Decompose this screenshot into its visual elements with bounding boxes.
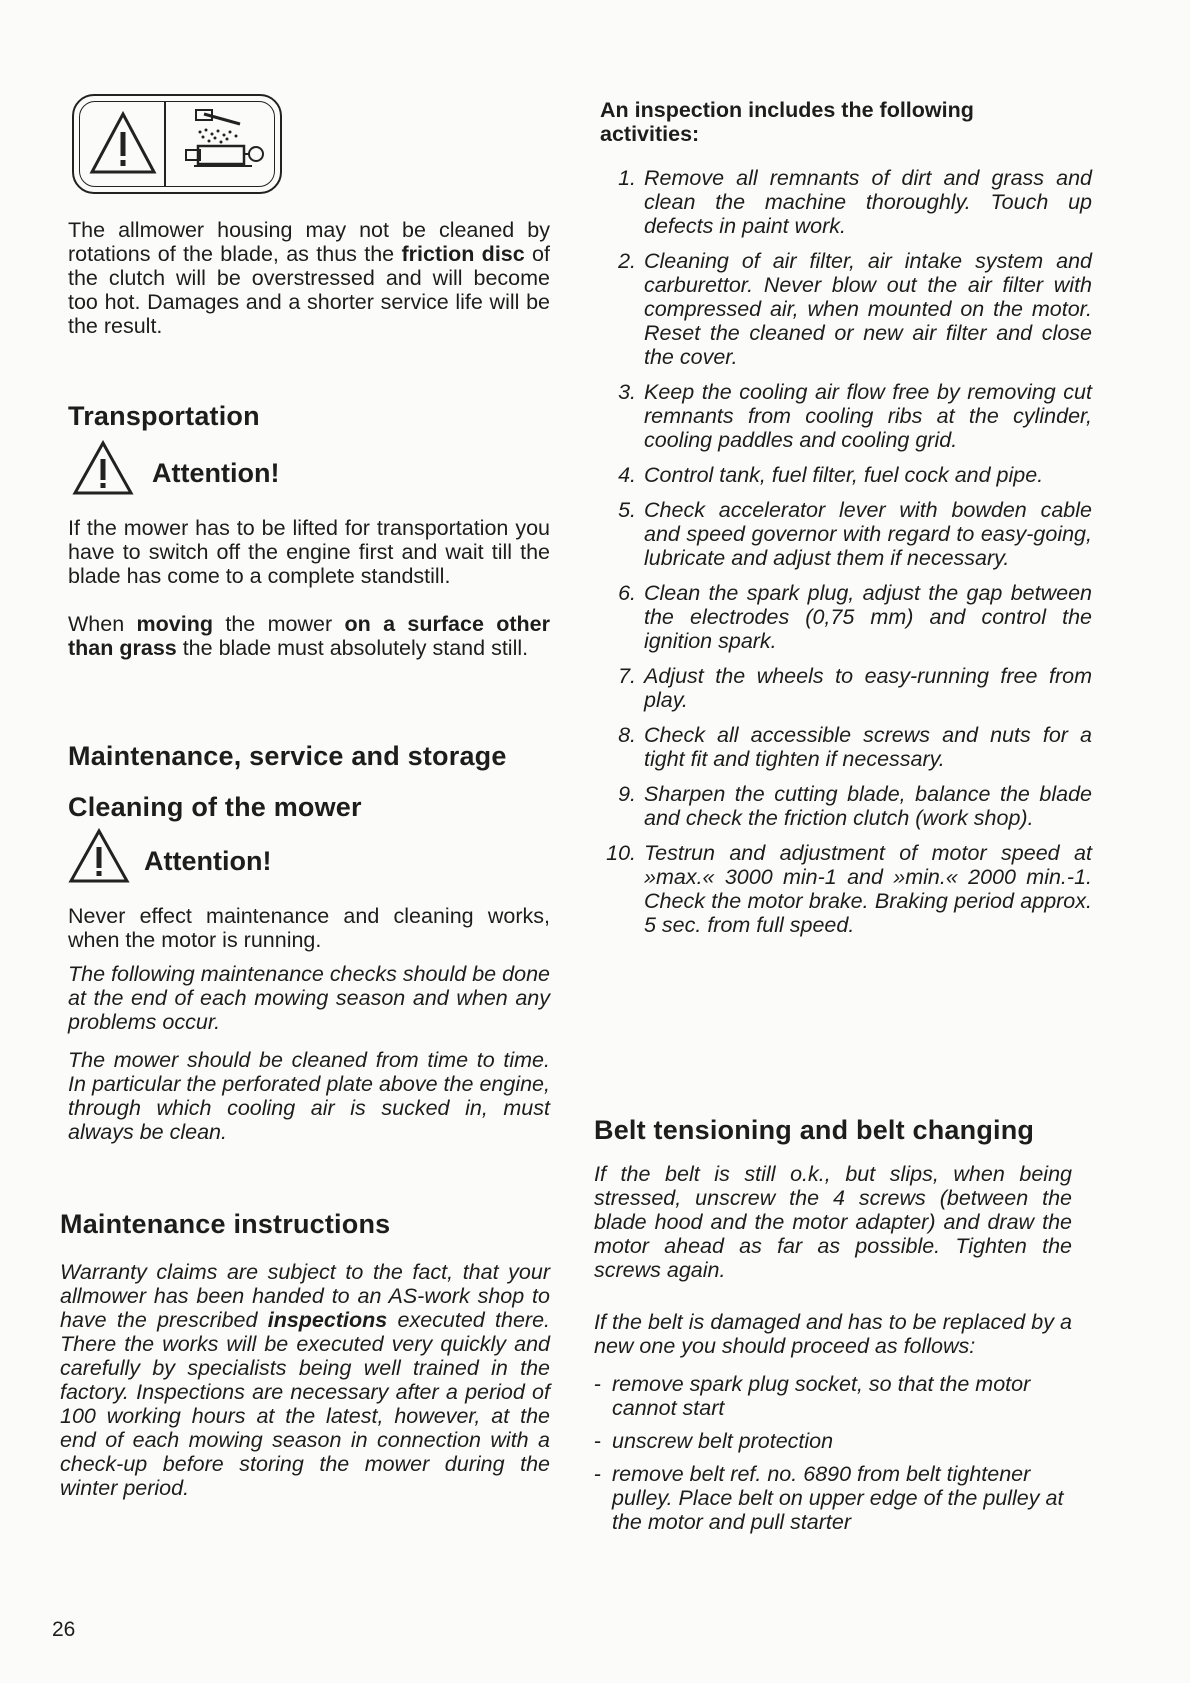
warning-triangle-icon [68, 828, 130, 884]
page-number: 26 [52, 1618, 76, 1641]
maintenance-heading: Maintenance, service and storage [68, 741, 507, 771]
item-text: Control tank, fuel filter, fuel cock and pipe. [644, 463, 1044, 487]
item-number: 3. [618, 380, 636, 404]
dash-bullet: - [594, 1462, 602, 1486]
belt-step [594, 1462, 1072, 1534]
belt-step-text: remove spark plug socket, so that the motor cannot start [612, 1372, 1031, 1420]
transport-heading: Transportation [68, 401, 260, 431]
attention-block-1 [72, 440, 372, 496]
attention-label: Attention! [152, 458, 280, 488]
item-text: Remove all remnants of dirt and grass and clean the machine thoroughly. Touch up defects in paint work. [644, 166, 1092, 238]
item-text: Adjust the wheels to easy-running free from play. [644, 664, 1092, 712]
dash-bullet: - [594, 1372, 602, 1396]
inspection-item [602, 723, 1092, 771]
inspection-item [602, 841, 1092, 937]
item-number: 8. [618, 723, 636, 747]
item-text: Cleaning of air filter, air intake system and carburettor. Never blow out the air filter with compressed air, when mounted on the motor. Reset the cleaned or new air filter and close the cover. [644, 249, 1092, 369]
item-text: Check all accessible screws and nuts for a tight fit and tighten if necessary. [644, 723, 1092, 771]
warning-triangle-icon [88, 110, 158, 176]
belt-heading: Belt tensioning and belt changing [594, 1115, 1035, 1145]
intro-paragraph: The allmower housing may not be cleaned by rotations of the blade, as thus the friction disc of the clutch will be overstressed and will become too hot. Damages and a shorter service life will be the result. [68, 218, 550, 338]
item-text: Testrun and adjustment of motor speed at »max.« 3000 min-1 and »min.« 2000 min.-1. Check the motor brake. Braking period approx. 5 sec. from full speed. [644, 841, 1092, 937]
inspection-item [602, 581, 1092, 653]
belt-step-text: remove belt ref. no. 6890 from belt tightener pulley. Place belt on upper edge of the pulley at the motor and pull starter [612, 1462, 1064, 1534]
transport-paragraph-1: If the mower has to be lifted for transportation you have to switch off the engine first and wait till the blade has come to a complete standstill. [68, 516, 550, 588]
item-text: Keep the cooling air flow free by removing cut remnants from cooling ribs at the cylinder, cooling paddles and cooling grid. [644, 380, 1092, 452]
attention-label: Attention! [144, 846, 272, 876]
belt-step-text: unscrew belt protection [612, 1429, 834, 1453]
warning-triangle-icon [72, 440, 134, 496]
item-text: Clean the spark plug, adjust the gap between the electrodes (0,75 mm) and control the ignition spark. [644, 581, 1092, 653]
cleaning-paragraph-1: Never effect maintenance and cleaning works, when the motor is running. [68, 904, 550, 952]
inspection-heading: An inspection includes the following activities: [600, 98, 974, 146]
belt-step [594, 1429, 1072, 1453]
pictogram-divider [164, 102, 166, 186]
mower-cleaning-icon [174, 104, 270, 184]
inspection-item [602, 249, 1092, 369]
item-number: 9. [618, 782, 636, 806]
item-number: 1. [618, 166, 636, 190]
inspection-item [602, 380, 1092, 452]
item-text: Sharpen the cutting blade, balance the blade and check the friction clutch (work shop). [644, 782, 1092, 830]
cleaning-paragraph-2: The following maintenance checks should be done at the end of each mowing season and when any problems occur. [68, 962, 550, 1034]
item-number: 2. [618, 249, 636, 273]
item-number: 6. [618, 581, 636, 605]
dash-bullet: - [594, 1429, 602, 1453]
belt-paragraph-1: If the belt is still o.k., but slips, when being stressed, unscrew the 4 screws (between the blade hood and the motor adapter) and draw the motor ahead as far as possible. Tighten the screws again. [594, 1162, 1072, 1282]
inspection-list [602, 166, 1092, 948]
item-number: 4. [618, 463, 636, 487]
belt-step [594, 1372, 1072, 1420]
attention-block-2 [68, 828, 368, 884]
inspection-item [602, 166, 1092, 238]
belt-paragraph-2: If the belt is damaged and has to be replaced by a new one you should proceed as follows: [594, 1310, 1072, 1358]
cleaning-paragraph-3: The mower should be cleaned from time to time. In particular the perforated plate above the engine, through which cooling air is sucked in, must always be clean. [68, 1048, 550, 1144]
belt-steps-list [594, 1372, 1072, 1543]
item-number: 7. [618, 664, 636, 688]
transport-paragraph-2: When moving the mower on a surface other than grass the blade must absolutely stand still. [68, 612, 551, 660]
inspection-item [602, 782, 1092, 830]
item-number: 10. [606, 841, 636, 865]
inspection-item [602, 463, 1092, 487]
instructions-heading: Maintenance instructions [60, 1209, 391, 1239]
instructions-paragraph: Warranty claims are subject to the fact, that your allmower has been handed to an AS-work shop to have the prescribed inspections executed there. There the works will be executed very quickly and carefully by specialists being well trained in the factory. Inspections are necessary after a period of 100 working hours at the latest, however, at the end of each mowing season in connection with a check-up before storing the mower during the winter period. [60, 1260, 551, 1500]
inspection-item [602, 664, 1092, 712]
warning-pictogram [72, 94, 282, 194]
cleaning-heading: Cleaning of the mower [68, 792, 362, 822]
inspection-item [602, 498, 1092, 570]
item-number: 5. [618, 498, 636, 522]
item-text: Check accelerator lever with bowden cable and speed governor with regard to easy-going, lubricate and adjust them if necessary. [644, 498, 1092, 570]
